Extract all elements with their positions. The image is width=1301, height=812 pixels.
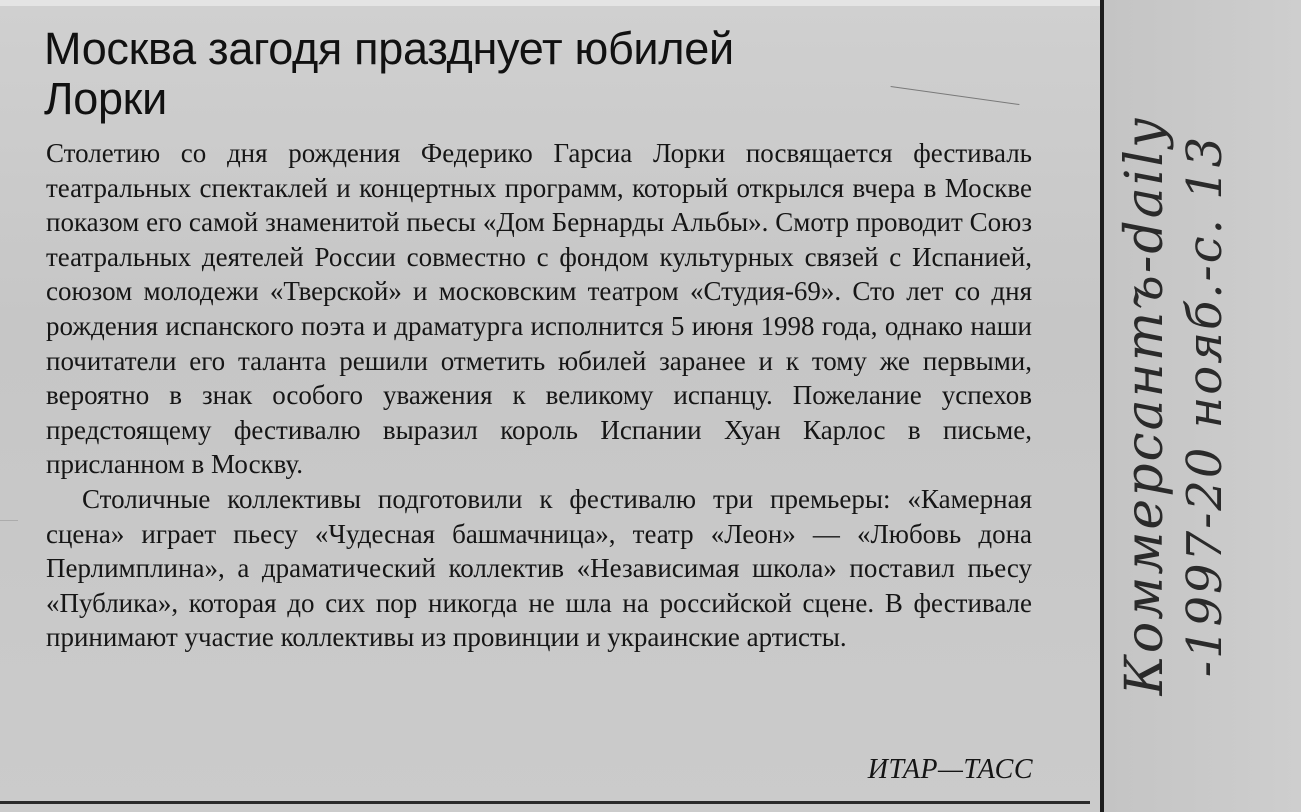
handwritten-publication: Коммерсантъ-daily bbox=[1115, 116, 1175, 696]
pencil-stray-mark bbox=[891, 86, 1020, 105]
handwritten-date-page: -1997-20 нояб.-с. 13 bbox=[1177, 134, 1233, 678]
article-body bbox=[46, 136, 1032, 655]
bottom-rule bbox=[0, 801, 1090, 804]
article-headline: Москва загодя празднует юбилей Лорки bbox=[44, 23, 734, 124]
article-paragraph-2: Столичные коллективы подготовили к фестивалю три премьеры: «Камерная сцена» играет пьесу «Чудесная башмачница», театр «Леон» — «Любовь дона Перлимплина», а драматический коллектив «Независимая школа» поставил пьесу «Публика», которая до сих пор никогда не шла на российской сцене. В фестивале принимают участие коллективы из провинции и украинские артисты. bbox=[46, 483, 1032, 653]
article-paragraph-1: Столетию со дня рождения Федерико Гарсиа Лорки посвящается фестиваль театральных спектаклей и концертных программ, который открылся вчера в Москве показом его самой знаменитой пьесы «Дом Бернарды Альбы». Смотр проводит Союз театральных деятелей России совместно с фондом культурных связей с Испанией, союзом молодежи «Тверской» и московским театром «Студия-69». Сто лет со дня рождения испанского поэта и драматурга исполнится 5 июня 1998 года, однако наши почитатели его таланта решили отметить юбилей заранее и к тому же первыми, вероятно в знак особого уважения к великому испанцу. Пожелание успехов предстоящему фестивалю выразил король Испании Хуан Карлос в письме, присланном в Москву. bbox=[46, 138, 1032, 480]
left-bleed-rule bbox=[0, 520, 18, 581]
handwritten-source-note bbox=[1115, 16, 1233, 796]
article-byline: ИТАР—ТАСС bbox=[867, 754, 1033, 785]
left-bleed-through-marks bbox=[0, 255, 14, 375]
